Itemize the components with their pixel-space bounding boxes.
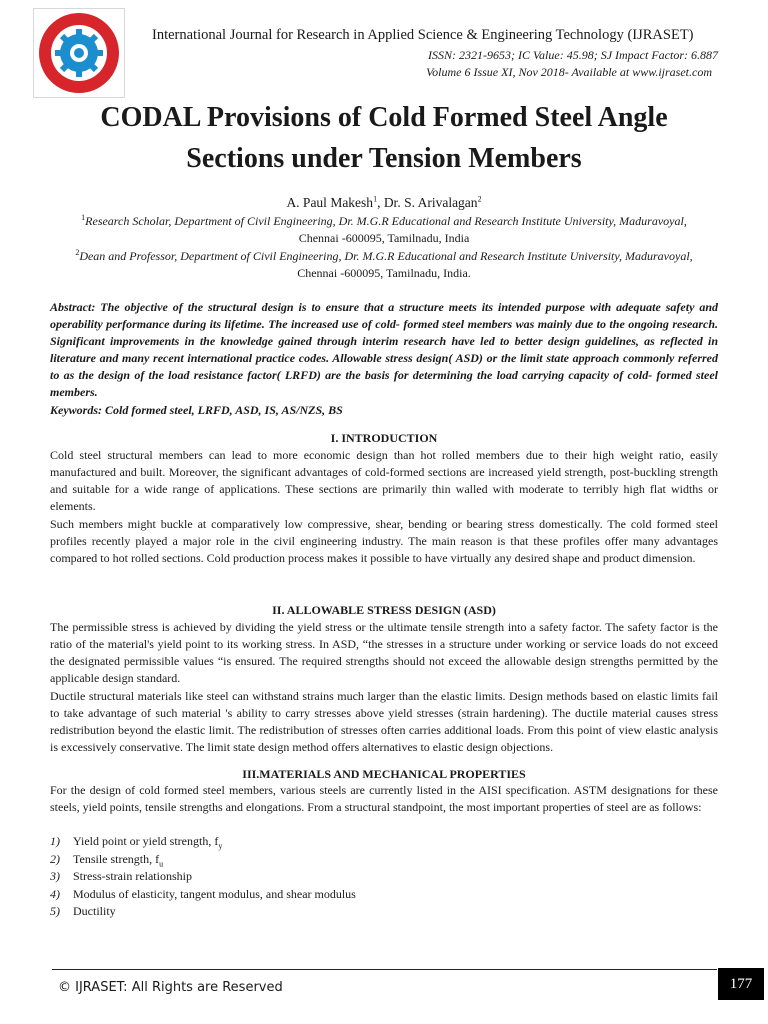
affiliation-line: Dean and Professor, Department of Civil Engineering, Dr. M.G.R Educational and Research Institute University, Maduravoyal, <box>79 249 693 263</box>
body-paragraph: For the design of cold formed steel members, various steels are currently listed in the AISI specification. ASTM designations for these steels, yield points, tensile strengths and elongations. From a structural standpoint, the most important properties of steel are as follows: <box>50 783 718 814</box>
list-number: 4) <box>50 886 60 901</box>
list-text: Tensile strength, f <box>73 851 160 866</box>
abstract: Abstract: The objective of the structural design is to ensure that a structure meets its intended purpose with adequate safety and operability performance during its lifetime. The increased use of cold- formed steel members was mainly due to the ongoing research. Significant improvements in the knowledge gained through interim research have led to better design guidelines, as reflected in literature and many recent international practice codes. Allowable stress design( ASD) or the limit state approach commonly referred to as the design of the load resistance factor( LRFD) are the basis for determining the load carrying capacity of cold- formed steel members. <box>50 300 718 399</box>
copyright-notice: © IJRASET: All Rights are Reserved <box>58 980 283 995</box>
affiliation-line: Research Scholar, Department of Civil Engineering, Dr. M.G.R Educational and Research Institute University, Maduravoyal, <box>85 214 687 228</box>
body-paragraph: Ductile structural materials like steel can withstand strains much larger than the elastic limits. Design methods based on elastic limits fail to take advantage of such material 's ability to carry stresses above yield stresses (strain hardening). The ductile material causes stress redistribution beyond the elastic limit. The redistribution of stresses often carries additional loads. From this point of view elastic analysis is excessively conservative. The limit state design method offers alternatives to elastic design objections. <box>50 689 718 754</box>
section-heading: III.MATERIALS AND MECHANICAL PROPERTIES <box>242 767 526 781</box>
affiliation-line: Chennai -600095, Tamilnadu, India. <box>297 266 471 280</box>
affiliation-marker: 1 <box>81 213 86 222</box>
affiliation-2 <box>50 248 718 282</box>
body-paragraph: Cold steel structural members can lead to more economic design than hot rolled members due to their high weight ratio, easily manufactured and built. Moreover, the significant advantages of cold-formed sections are increased yield strength, post-buckling strength and suitable for a wide range of applications. These sections are primarily thin walled with moderate to terribly high flat widths or elements. <box>50 448 718 513</box>
list-text: Stress-strain relationship <box>73 869 192 884</box>
footer-divider <box>52 969 717 970</box>
list-number: 2) <box>50 851 60 866</box>
affiliation-line: Chennai -600095, Tamilnadu, India <box>298 231 470 245</box>
affiliation-1 <box>50 213 718 247</box>
volume-line: Volume 6 Issue XI, Nov 2018- Available at www.ijraset.com <box>426 65 712 79</box>
list-text: Yield point or yield strength, f <box>73 834 219 848</box>
section-heading: I. INTRODUCTION <box>330 431 438 445</box>
author-affiliation-marker: 1 <box>373 194 378 204</box>
paper-title-line-1: CODAL Provisions of Cold Formed Steel Angle <box>100 102 668 133</box>
list-item <box>50 868 718 886</box>
property-list <box>50 833 718 921</box>
list-number: 5) <box>50 904 60 919</box>
list-item <box>50 833 718 851</box>
ijraset-seal-icon <box>34 9 124 97</box>
list-item <box>50 851 718 869</box>
section-heading: II. ALLOWABLE STRESS DESIGN (ASD) <box>272 603 496 617</box>
list-item <box>50 903 718 921</box>
author-list <box>0 195 768 211</box>
author-name: A. Paul Makesh <box>286 195 374 210</box>
issn-line: ISSN: 2321-9653; IC Value: 45.98; SJ Impact Factor: 6.887 <box>428 48 718 62</box>
page-number: 177 <box>718 968 764 1000</box>
author-name: , Dr. S. Arivalagan <box>377 195 478 210</box>
list-subscript: u <box>159 858 164 868</box>
list-text: Ductility <box>73 904 116 919</box>
journal-logo <box>33 8 125 98</box>
body-paragraph: The permissible stress is achieved by dividing the yield stress or the ultimate tensile strength into a safety factor. The safety factor is the ratio of the material's yield point to its working stress. In ASD, “the stresses in a structure under working or service loads do not exceed the designated permissible values “is ensured. The required strengths should not exceed the allowable design strengths permitted by the applicable design standard. <box>50 620 718 685</box>
list-number: 3) <box>50 869 60 884</box>
paper-title-line-2: Sections under Tension Members <box>186 143 582 174</box>
body-paragraph: Such members might buckle at comparatively low compressive, shear, bending or bearing stress domestically. The cold formed steel profiles recently played a major role in the civil engineering industry. The main reason is that these profiles offer many advantages compared to hot rolled sections. Cold production process makes it possible to have virtually any desired shape and product dimension. <box>50 517 718 565</box>
journal-name: International Journal for Research in Applied Science & Engineering Technology (IJRASET) <box>152 27 694 43</box>
list-text: Modulus of elasticity, tangent modulus, and shear modulus <box>73 886 356 901</box>
list-item <box>50 886 718 904</box>
list-number: 1) <box>50 834 60 848</box>
list-subscript: y <box>218 841 223 851</box>
affiliation-marker: 2 <box>75 248 80 257</box>
keywords: Keywords: Cold formed steel, LRFD, ASD, IS, AS/NZS, BS <box>50 403 343 417</box>
author-affiliation-marker: 2 <box>477 194 482 204</box>
